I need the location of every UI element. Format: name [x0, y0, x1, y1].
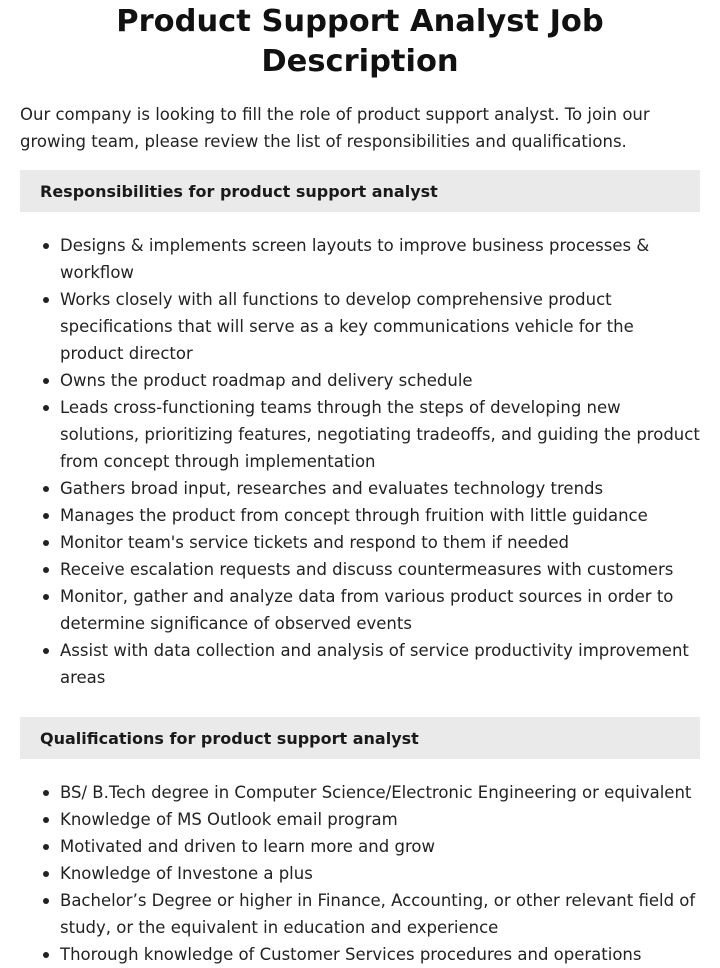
list-item: Monitor team's service tickets and respond to them if needed	[60, 529, 700, 556]
list-item: Knowledge of Investone a plus	[60, 860, 700, 887]
list-item: Bachelor’s Degree or higher in Finance, Accounting, or other relevant field of study, or the equivalent in education and experience	[60, 887, 700, 941]
intro-paragraph: Our company is looking to fill the role of product support analyst. To join our growing team, please review the list of responsibilities and qualifications.	[20, 105, 650, 151]
list-item: Manages the product from concept through fruition with little guidance	[60, 502, 700, 529]
qualifications-heading: Qualifications for product support analyst	[20, 717, 700, 759]
list-item: Receive escalation requests and discuss countermeasures with customers	[60, 556, 700, 583]
list-item: Owns the product roadmap and delivery schedule	[60, 367, 700, 394]
qualifications-list	[20, 779, 700, 968]
list-item: Assist with data collection and analysis of service productivity improvement areas	[60, 637, 700, 691]
list-item: Gathers broad input, researches and evaluates technology trends	[60, 475, 700, 502]
responsibilities-list	[20, 232, 700, 691]
list-item: Knowledge of MS Outlook email program	[60, 806, 700, 833]
list-item: Designs & implements screen layouts to improve business processes & workflow	[60, 232, 700, 286]
page-title: Product Support Analyst Job Description	[116, 4, 604, 79]
list-item: Leads cross-functioning teams through the steps of developing new solutions, prioritizing features, negotiating tradeoffs, and guiding the product from concept through implementation	[60, 394, 700, 475]
responsibilities-heading: Responsibilities for product support analyst	[20, 170, 700, 212]
list-item: Motivated and driven to learn more and grow	[60, 833, 700, 860]
list-item: BS/ B.Tech degree in Computer Science/Electronic Engineering or equivalent	[60, 779, 700, 806]
list-item: Monitor, gather and analyze data from various product sources in order to determine significance of observed events	[60, 583, 700, 637]
list-item: Works closely with all functions to develop comprehensive product specifications that will serve as a key communications vehicle for the product director	[60, 286, 700, 367]
list-item: Thorough knowledge of Customer Services procedures and operations	[60, 941, 700, 968]
